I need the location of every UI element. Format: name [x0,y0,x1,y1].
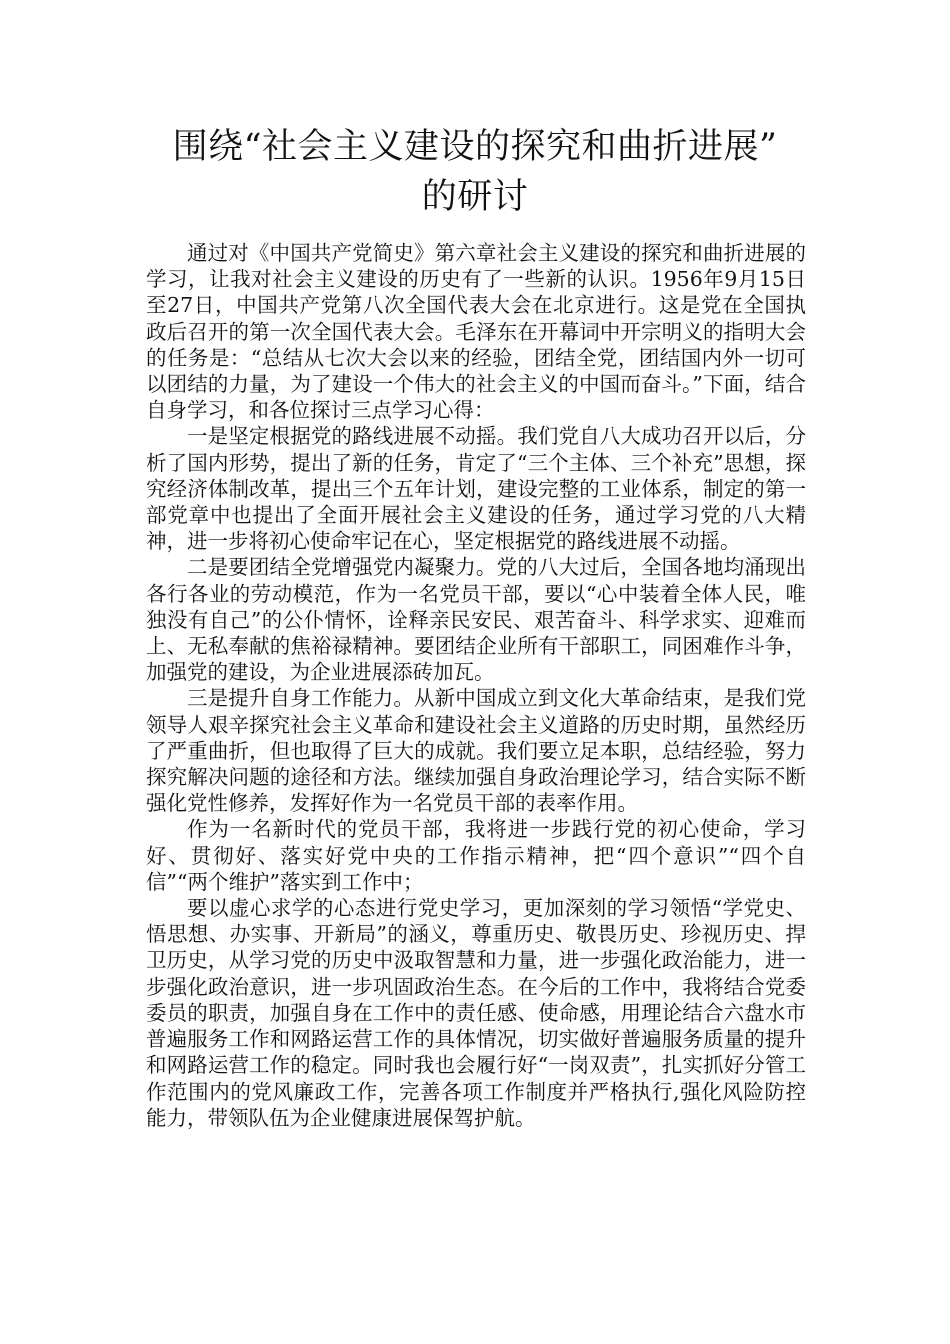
paragraph-point-two: 二是要团结全党增强党内凝聚力。党的八大过后，全国各地均涌现出各行各业的劳动模范，作为一名党员干部，要以“心中装着全体人民，唯独没有自己”的公仆情怀，诠释亲民安民、艰苦奋斗、科学求实、迎难而上、无私奉献的焦裕禄精神。要团结企业所有干部职工，同困难作斗争，加强党的建设，为企业进展添砖加瓦。 [146,555,806,685]
document-title-line-1: 围绕“社会主义建设的探究和曲折进展” [172,127,778,167]
paragraph-intro: 通过对《中国共产党简史》第六章社会主义建设的探究和曲折进展的学习，让我对社会主义建设的历史有了一些新的认识。1956年9月15日至27日，中国共产党第八次全国代表大会在北京进行。这是党在全国执政后召开的第一次全国代表大会。毛泽东在开幕词中开宗明义的指明大会的任务是：“总结从七次大会以来的经验，团结全党，团结国内外一切可以团结的力量，为了建设一个伟大的社会主义的中国而奋斗。”下面，结合自身学习，和各位探讨三点学习心得： [146,241,806,423]
paragraph-point-one: 一是坚定根据党的路线进展不动摇。我们党自八大成功召开以后，分析了国内形势，提出了新的任务，肯定了“三个主体、三个补充”思想，探究经济体制改革，提出三个五年计划，建设完整的工业体系，制定的第一部党章中也提出了全面开展社会主义建设的任务，通过学习党的八大精神，进一步将初心使命牢记在心，坚定根据党的路线进展不动摇。 [146,424,806,554]
document-body [146,240,806,1131]
paragraph-conclusion: 要以虚心求学的心态进行党史学习，更加深刻的学习领悟“学党史、悟思想、办实事、开新局”的涵义，尊重历史、敬畏历史、珍视历史、捍卫历史，从学习党的历史中汲取智慧和力量，进一步强化政治能力，进一步强化政治意识，进一步巩固政治生态。在今后的工作中，我将结合党委委员的职责，加强自身在工作中的责任感、使命感，用理论结合六盘水市普遍服务工作和网路运营工作的具体情况，切实做好普遍服务质量的提升和网路运营工作的稳定。同时我也会履行好“一岗双责”，扎实抓好分管工作范围内的党风廉政工作，完善各项工作制度并严格执行,强化风险防控能力，带领队伍为企业健康进展保驾护航。 [146,896,806,1130]
paragraph-point-three: 三是提升自身工作能力。从新中国成立到文化大革命结束，是我们党领导人艰辛探究社会主义革命和建设社会主义道路的历史时期，虽然经历了严重曲折，但也取得了巨大的成就。我们要立足本职，总结经验，努力探究解决问题的途径和方法。继续加强自身政治理论学习，结合实际不断强化党性修养，发挥好作为一名党员干部的表率作用。 [146,686,806,816]
document-title-line-2: 的研讨 [421,177,529,217]
document-title [0,122,950,222]
paragraph-commitment: 作为一名新时代的党员干部，我将进一步践行党的初心使命，学习好、贯彻好、落实好党中央的工作指示精神，把“四个意识”“四个自信”“两个维护”落实到工作中； [146,817,806,894]
